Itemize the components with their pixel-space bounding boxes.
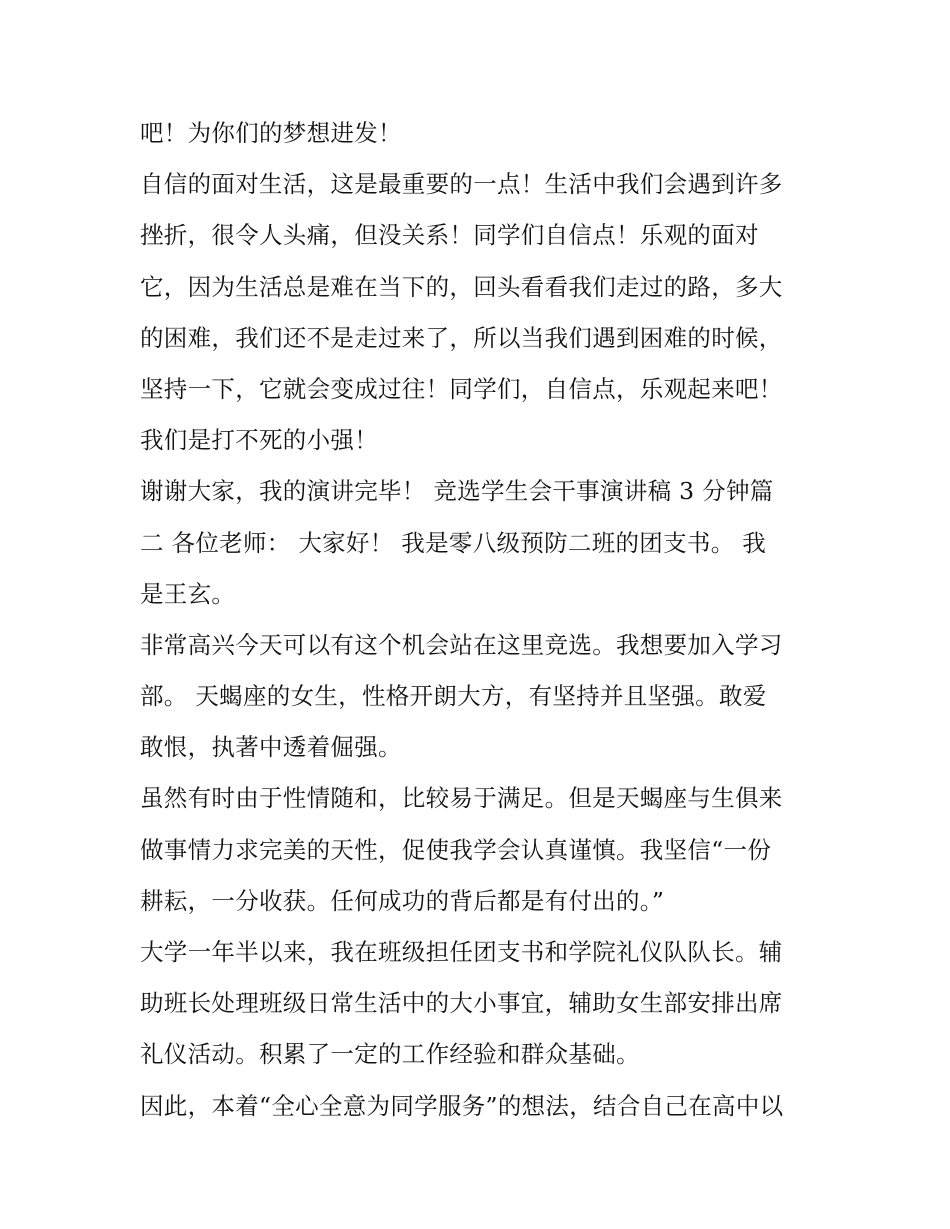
text-line: 我们是打不死的小强！ [140, 426, 378, 455]
text-line: 吧！为你们的梦想进发！ [140, 119, 402, 147]
text-line: 做事情力求完美的天性，促使我学会认真谨慎。我坚信“一份 [140, 835, 772, 864]
text-line: 谢谢大家，我的演讲完毕！ 竞选学生会干事演讲稿 3 分钟篇 [140, 477, 774, 506]
text-line: 挫折，很令人头痛，但没关系！同学们自信点！乐观的面对 [140, 221, 759, 250]
text-line: 非常高兴今天可以有这个机会站在这里竞选。我想要加入学习 [140, 630, 783, 659]
text-line: 虽然有时由于性情随和，比较易于满足。但是天蝎座与生俱来 [140, 784, 783, 813]
text-line: 它，因为生活总是难在当下的，回头看看我们走过的路，多大 [140, 272, 783, 301]
text-line: 礼仪活动。积累了一定的工作经验和群众基础。 [140, 1040, 640, 1069]
text-line: 部。 天蝎座的女生，性格开朗大方，有坚持并且坚强。敢爱 [140, 682, 767, 711]
text-line: 敢恨，执著中透着倔强。 [140, 733, 402, 762]
document-body [140, 108, 820, 1132]
text-line: 坚持一下，它就会变成过往！同学们，自信点，乐观起来吧！ [140, 374, 783, 403]
text-line: 大学一年半以来，我在班级担任团支书和学院礼仪队队长。辅 [140, 938, 783, 966]
text-line: 二 各位老师： 大家好！ 我是零八级预防二班的团支书。 我 [140, 528, 767, 557]
text-line: 耕耘，一分收获。任何成功的背后都是有付出的。” [140, 886, 665, 915]
text-line: 因此，本着“全心全意为同学服务”的想法，结合自己在高中以 [140, 1091, 784, 1120]
text-line: 自信的面对生活，这是最重要的一点！生活中我们会遇到许多 [140, 170, 783, 199]
text-line: 是王玄。 [140, 579, 236, 608]
text-line: 助班长处理班级日常生活中的大小事宜，辅助女生部安排出席 [140, 989, 783, 1018]
text-line: 的困难，我们还不是走过来了，所以当我们遇到困难的时候， [140, 323, 783, 352]
